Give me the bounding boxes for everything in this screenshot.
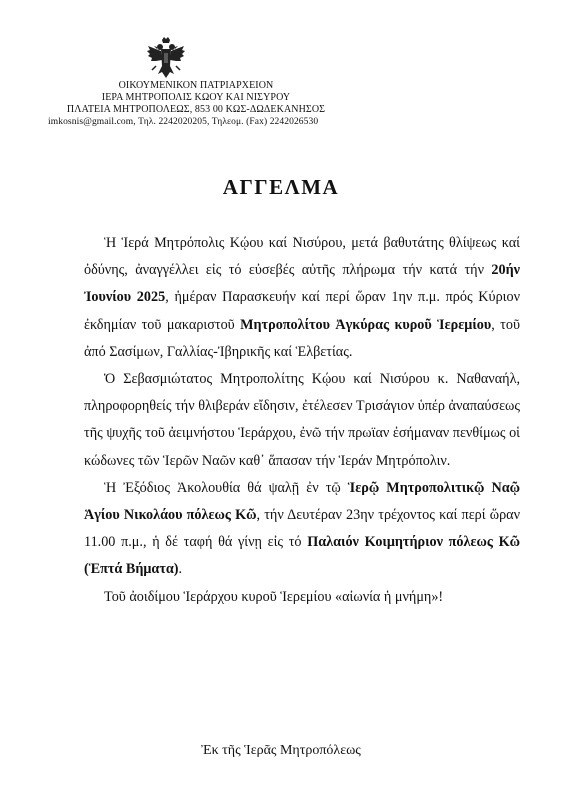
- double-headed-eagle-icon: [146, 36, 186, 80]
- date-bold: 20ήν Ἰουνίου 2025: [84, 262, 520, 306]
- address-line: ΠΛΑΤΕΙΑ ΜΗΤΡΟΠΟΛΕΩΣ, 853 00 ΚΩΣ-ΔΩΔΕΚΑΝΗΣΟΣ: [66, 104, 326, 115]
- patriarchate-line: ΟΙΚΟΥΜΕΝΙΚΟΝ ΠΑΤΡΙΑΡΧΕΙΟΝ: [118, 80, 274, 91]
- cemetery-bold: Παλαιόν Κοιμητήριον πόλεως Κῶ (Ἑπτά Βήματα): [84, 534, 520, 578]
- hierarch-name-bold: Μητροπολίτου Ἀγκύρας κυροῦ Ἱερεμίου: [240, 316, 492, 333]
- paragraph-1: Ἡ Ἱερά Μητρόπολις Κῴου καί Νισύρου, μετά βαθυτάτης θλίψεως καί ὀδύνης, ἀναγγέλλει εἰς τό εὐσεβές αὐτῆς πλήρωμα τήν κατά τήν 20ήν Ἰουνίου 2025, ἡμέραν Παρασκευήν καί περί ὥραν 1ην π.μ. πρός Κύριον ἐκδημίαν τοῦ μακαριστοῦ Μητροπολίτου Ἀγκύρας κυροῦ Ἱερεμίου, τοῦ ἀπό Σασίμων, Γαλλίας-Ἰβηρικῆς καί Ἑλβετίας.: [84, 235, 521, 360]
- announcement-body: [84, 230, 520, 611]
- church-bold: Ἱερῷ Μητροπολιτικῷ Ναῷ Ἁγίου Νικολάου πόλεως Κῶ: [84, 479, 520, 524]
- paragraph-3: Ἡ Ἐξόδιος Ἀκολουθία θά ψαλῇ ἐν τῷ Ἱερῷ Μητροπολιτικῷ Ναῷ Ἁγίου Νικολάου πόλεως Κῶ, τήν Δευτέραν 23ην τρέχοντος καί περί ὥραν 11.00 π.μ., ἡ δέ ταφή θά γίνῃ εἰς τό Παλαιόν Κοιμητήριον πόλεως Κῶ (Ἑπτά Βήματα).: [84, 479, 520, 578]
- paragraph-2: Ὁ Σεβασμιώτατος Μητροπολίτης Κῴου καί Νισύρου κ. Ναθαναήλ, πληροφορηθείς τήν θλιβεράν εἴδησιν, ἐτέλεσεν Τρισάγιον ὑπέρ ἀναπαύσεως τῆς ψυχῆς τοῦ ἀειμνήστου Ἱεράρχου, ἐνῶ τήν πρωϊαν ἐσήμαναν πενθίμως οἱ κώδωνες τῶν Ἱερῶν Ναῶν καθ᾽ ἅπασαν τήν Ἱεράν Μητρόπολιν.: [84, 371, 520, 469]
- paragraph-4: Τοῦ ἀοιδίμου Ἱεράρχου κυροῦ Ἱερεμίου «αἰωνία ἡ μνήμη»!: [104, 588, 444, 605]
- metropolis-line: ΙΕΡΑ ΜΗΤΡΟΠΟΛΙΣ ΚΩΟΥ ΚΑΙ ΝΙΣΥΡΟΥ: [101, 92, 291, 103]
- document-title: ΑΓΓΕΛΜΑ: [222, 175, 340, 199]
- signature-line: Ἐκ τῆς Ἱερᾶς Μητροπόλεως: [201, 743, 361, 758]
- contact-line: imkosnis@gmail.com, Τηλ. 2242020205, Τηλεομ. (Fax) 2242026530: [48, 117, 319, 127]
- letterhead: [46, 80, 346, 128]
